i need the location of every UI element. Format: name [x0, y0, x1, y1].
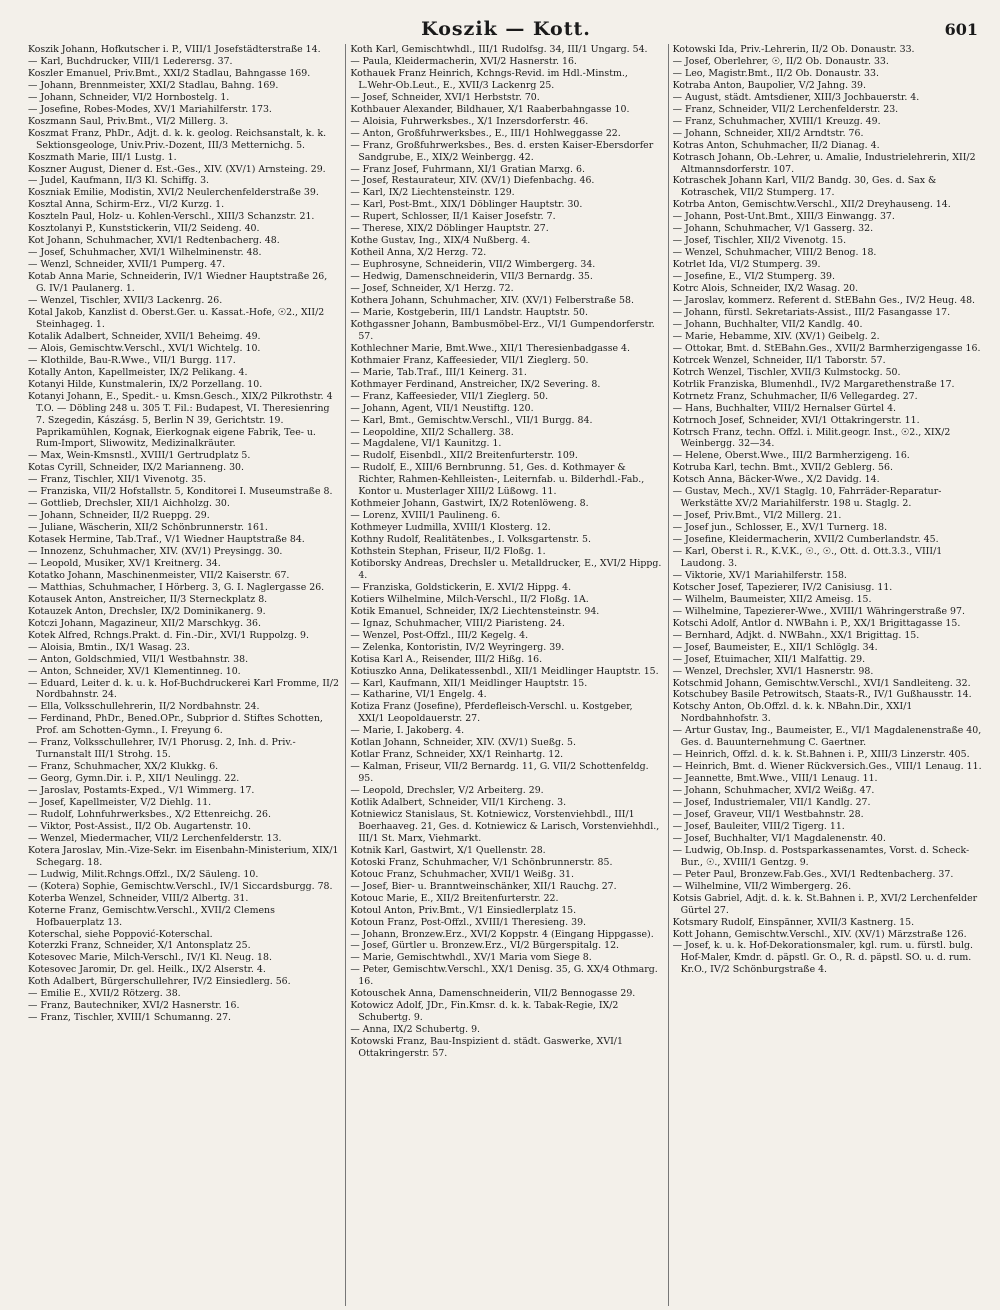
directory-entry: Kotczi Johann, Magazineur, XII/2 Marschkyg. 36. [28, 617, 261, 629]
directory-entry: — Josef, Kapellmeister, V/2 Diehlg. 11. [28, 797, 212, 809]
directory-entry: — Eduard, Leiter d. k. u. k. Hof-Buchdruckerei Karl Fromme, II/2 Nordbahnstr. 24. [28, 677, 339, 701]
directory-entry: Kothmayer Ferdinand, Anstreicher, IX/2 Severing. 8. [350, 378, 601, 390]
directory-entry: Kothe Gustav, Ing., XIX/4 Nußberg. 4. [350, 235, 531, 247]
directory-entry: Kotrnetz Franz, Schuhmacher, II/6 Vellegardeg. 27. [672, 390, 918, 402]
directory-entry: Koth Karl, Gemischtwhdl., III/1 Rudolfsg. 34, III/1 Ungarg. 54. [350, 44, 648, 55]
directory-entry: — Franz, Volksschullehrer, IV/1 Phorusg. 2, Inh. d. Priv.-Turnanstalt III/1 Strohg. 15. [28, 737, 296, 761]
page-header [28, 14, 984, 44]
directory-entry: Kotauzek Anton, Drechsler, IX/2 Dominikanerg. 9. [28, 605, 266, 617]
directory-entry: Kotanyi Hilde, Kunstmalerin, IX/2 Porzellang. 10. [28, 378, 263, 390]
directory-entry: — Josef, Schuhmacher, XVI/1 Wilhelminenstr. 48. [28, 247, 262, 259]
directory-entry: Kotschi Adolf, Antlor d. NWBahn i. P., XX/1 Brigittagasse 15. [672, 617, 961, 629]
directory-entry: — Josefine, Kleidermacherin, XVII/2 Cumberlandstr. 45. [672, 534, 939, 546]
directory-entry: — Johann, Bronzew.Erz., XVI/2 Koppstr. 4 (Eingang Hippgasse). [350, 928, 654, 940]
directory-entry: — Emilie E., XVII/2 Rötzerg. 38. [28, 988, 181, 1000]
directory-entry: Kotanyi Johann, E., Spedit.- u. Kmsn.Gesch., XIX/2 Pilkrothstr. 4 T.O. — Döbling 248 u. 305 T. Fil.: Budapest, VI. Theresienring 7. Szegedin, Kászásg. 5, Berlin N 39, Gerichtstr. 19. Paprikamühlen, Kognak, Eierkognak eigene Fabrik, Tee- u. Rum-Import, Sliwowitz, Medizinalkräuter. [28, 390, 333, 450]
directory-entry: Kotscher Josef, Tapezierer, IV/2 Canisiusg. 11. [672, 581, 893, 593]
directory-entry: — Josef, Oberlehrer, ☉, II/2 Ob. Donaustr. 33. [672, 55, 889, 67]
directory-entry: — Aloisia, Bmtin., IX/1 Wasag. 23. [28, 641, 190, 653]
directory-entry: Kothbauer Alexander, Bildhauer, X/1 Raaberbahngasse 10. [350, 103, 630, 115]
directory-entry: — Wenzel, Drechsler, XVI/1 Hasnerstr. 98. [672, 665, 874, 677]
directory-entry: Kotek Alfred, Rchngs.Prakt. d. Fin.-Dir., XVI/1 Ruppolzg. 9. [28, 629, 309, 641]
directory-entry: Kothgassner Johann, Bambusmöbel-Erz., VI/1 Gumpendorferstr. 57. [350, 318, 655, 342]
directory-entry: Kotalik Adalbert, Schneider, XVII/1 Beheimg. 49. [28, 330, 261, 342]
directory-entry: — Johann, Post-Unt.Bmt., XIII/3 Einwangg. 37. [672, 211, 895, 223]
directory-entry: Kotschmid Johann, Gemischtw.Verschl., XVI/1 Sandleiteng. 32. [672, 677, 971, 689]
directory-entry: Kotrch Wenzel, Tischler, XVII/3 Kulmstockg. 50. [672, 366, 901, 378]
directory-entry: Kotrcek Wenzel, Schneider, II/1 Taborstr. 57. [672, 354, 886, 366]
directory-entry: — Anton, Goldschmied, VII/1 Westbahnstr. 38. [28, 653, 249, 665]
directory-entry: — Aloisia, Fuhrwerksbes., X/1 Inzersdorferstr. 46. [350, 115, 589, 127]
directory-entry: — Marie, Gemischtwhdl., XV/1 Maria vom Siege 8. [350, 952, 592, 964]
directory-entry: Kothmeyer Ludmilla, XVIII/1 Klosterg. 12. [350, 522, 551, 534]
directory-entry: — Franziska, Goldstickerin, E. XVI/2 Hippg. 4. [350, 581, 572, 593]
directory-entry: — Josef, Etuimacher, XII/1 Malfattig. 29. [672, 653, 866, 665]
directory-entry: — Wilhelm, Baumeister, XII/2 Ameisg. 15. [672, 593, 872, 605]
directory-entry: — Marie, Kostgeberin, III/1 Landstr. Hauptstr. 50. [350, 306, 588, 318]
directory-entry: — Artur Gustav, Ing., Baumeister, E., VI/1 Magdalenenstraße 40, Ges. d. Bauunternehmung C. Gaertner. [672, 725, 982, 749]
directory-entry: — Hedwig, Damenschneiderin, VII/3 Bernardg. 35. [350, 271, 593, 283]
directory-entry: — Marie, Tab.Traf., III/1 Keinerg. 31. [350, 366, 527, 378]
directory-entry: — Viktorie, XV/1 Mariahilferstr. 158. [672, 569, 847, 581]
directory-entry: — Josefine, Robes-Modes, XV/1 Mariahilferstr. 173. [28, 103, 272, 115]
directory-entry: Koterzki Franz, Schneider, X/1 Antonsplatz 25. [28, 940, 251, 952]
directory-entry: Koterba Wenzel, Schneider, VIII/2 Albertg. 31. [28, 892, 249, 904]
directory-entry: — Karl, IX/2 Liechtensteinstr. 129. [350, 187, 515, 199]
directory-entry: Koterne Franz, Gemischtw.Verschl., XVII/2 Clemens Hofbauerplatz 13. [28, 904, 275, 928]
directory-entry: — Rupert, Schlosser, II/1 Kaiser Josefstr. 7. [350, 211, 556, 223]
directory-entry: — Ferdinand, PhDr., Bened.OPr., Subprior d. Stiftes Schotten, Prof. am Schotten-Gymn., I. Freyung 6. [28, 713, 323, 737]
directory-entry: Kotally Anton, Kapellmeister, IX/2 Pelikang. 4. [28, 366, 248, 378]
directory-entry: — Judel, Kaufmann, II/3 Kl. Schiffg. 3. [28, 175, 210, 187]
directory-entry: Kotouc Marie, E., XII/2 Breitenfurterstr. 22. [350, 892, 559, 904]
directory-entry: — Rudolf, Lohnfuhrwerksbes., X/2 Ettenreichg. 26. [28, 809, 271, 820]
directory-entry: Kotouc Franz, Schuhmacher, XVII/1 Weißg. 31. [350, 868, 574, 880]
directory-entry: — Johann, Schneider, XII/2 Arndtstr. 76. [672, 127, 864, 139]
directory-entry: Koszner August, Diener d. Est.-Ges., XIV. (XV/1) Arnsteing. 29. [28, 163, 326, 175]
directory-entry: — Karl, Post-Bmt., XIX/1 Döblinger Hauptstr. 30. [350, 199, 583, 211]
directory-entry: — Marie, Hebamme, XIV. (XV/1) Geibelg. 2. [672, 330, 880, 342]
directory-entry: — Karl, Kaufmann, XII/1 Meidlinger Hauptstr. 15. [350, 677, 588, 689]
directory-entry: — Leo, Magistr.Bmt., II/2 Ob. Donaustr. 33. [672, 67, 879, 79]
directory-entry: Kotatko Johann, Maschinenmeister, VII/2 Kaiserstr. 67. [28, 569, 290, 581]
directory-entry: Kotrba Anton, Gemischtw.Verschl., XII/2 Dreyhauseng. 14. [672, 199, 951, 211]
directory-entry: Kotera Jaroslav, Min.-Vize-Sekr. im Eisenbahn-Ministerium, XIX/1 Schegarg. 18. [28, 844, 339, 868]
directory-entry: Kotoul Anton, Priv.Bmt., V/1 Einsiedlerplatz 15. [350, 904, 577, 916]
directory-entry: — Gustav, Mech., XV/1 Staglg. 10, Fahrräder-Reparatur-Werkstätte XV/2 Mariahilferstr. 198 u. Staglg. 2. [672, 486, 942, 510]
directory-entry: — Anton, Großfuhrwerksbes., E., III/1 Hohlweggasse 22. [350, 127, 621, 139]
directory-entry: — Anna, IX/2 Schubertg. 9. [350, 1024, 481, 1036]
directory-entry: — Johann, Schneider, II/2 Rueppg. 29. [28, 510, 210, 522]
directory-entry: — Ottokar, Bmt. d. StEBahn.Ges., XVII/2 Barmherzigengasse 16. [672, 342, 981, 354]
directory-entry: Kotouschek Anna, Damenschneiderin, VII/2 Bennogasse 29. [350, 988, 636, 1000]
directory-entry: Kotik Emanuel, Schneider, IX/2 Liechtensteinstr. 94. [350, 605, 600, 617]
directory-entry: — Karl, Buchdrucker, VIII/1 Lederersg. 37. [28, 55, 233, 67]
directory-entry: Kotrnoch Josef, Schneider, XVI/1 Ottakringerstr. 11. [672, 414, 920, 426]
directory-entry: Koszik Johann, Hofkutscher i. P., VIII/1 Josefstädterstraße 14. [28, 44, 321, 55]
directory-entry: — Lorenz, XVIII/1 Paulineng. 6. [350, 510, 501, 522]
directory-entry: Kotesovec Jaromir, Dr. gel. Heilk., IX/2 Alserstr. 4. [28, 964, 266, 976]
directory-entry: Kotsmary Rudolf, Einspänner, XVII/3 Kastnerg. 15. [672, 916, 915, 928]
directory-entry: — Anton, Schneider, XV/1 Klementinneg. 10. [28, 665, 241, 677]
directory-entry: — Josef, Tischler, XII/2 Vivenotg. 15. [672, 235, 847, 247]
directory-entry: Kotheil Anna, X/2 Herzg. 72. [350, 247, 487, 259]
directory-entry: — Franziska, VII/2 Hofstallstr. 5, Konditorei I. Museumstraße 8. [28, 486, 333, 498]
directory-entry: Kotal Jakob, Kanzlist d. Oberst.Ger. u. Kassat.-Hofe, ☉2., XII/2 Steinhageg. 1. [28, 306, 325, 330]
directory-entry: — Ludwig, Ob.Insp. d. Postsparkassenamtes, Vorst. d. Scheck-Bur., ☉., XVIII/1 Gentzg. 9. [672, 844, 970, 868]
directory-entry: — Franz, Schuhmacher, XVIII/1 Kreuzg. 49. [672, 115, 881, 127]
directory-entry: — Josef, Graveur, VII/1 Westbahnstr. 28. [672, 809, 864, 820]
directory-entry: — Johann, Brennmeister, XXI/2 Stadlau, Bahng. 169. [28, 79, 279, 91]
directory-entry: — Alois, Gemischtw.Verschl., XVI/1 Wichtelg. 10. [28, 342, 261, 354]
directory-entry: — Josefine, E., VI/2 Stumperg. 39. [672, 271, 835, 283]
directory-entry: — Johann, Buchhalter, VII/2 Kandlg. 40. [672, 318, 863, 330]
directory-entry: Kotowski Ida, Priv.-Lehrerin, II/2 Ob. Donaustr. 33. [672, 44, 915, 55]
column-2 [345, 44, 661, 1306]
directory-entry: — Franz, Schneider, VII/2 Lerchenfelderstr. 23. [672, 103, 899, 115]
directory-entry: — Klothilde, Bau-R.Wwe., VII/1 Burgg. 117. [28, 354, 236, 366]
directory-entry: Kotasek Hermine, Tab.Traf., V/1 Wiedner Hauptstraße 84. [28, 534, 305, 546]
directory-entry: — Kalman, Friseur, VII/2 Bernardg. 11, G. VII/2 Schottenfeldg. 95. [350, 761, 649, 785]
directory-entry: — Katharine, VI/1 Engelg. 4. [350, 689, 487, 701]
directory-entry: — Jeannette, Bmt.Wwe., VIII/1 Lenaug. 11. [672, 773, 878, 785]
directory-entry: Kotschy Anton, Ob.Offzl. d. k. k. NBahn.Dir., XXI/1 Nordbahnhofstr. 3. [672, 701, 913, 725]
directory-entry: — Franz Josef, Fuhrmann, XI/1 Gratian Marxg. 6. [350, 163, 585, 175]
page-number: 601 [944, 20, 978, 39]
directory-entry: — Innozenz, Schuhmacher, XIV. (XV/1) Preysingg. 30. [28, 546, 283, 558]
directory-entry: Kotniewicz Stanislaus, St. Kotniewicz, Vorstenviehbdl., III/1 Boerhaaveg. 21, Ges. d. Kotniewicz & Larisch, Vorstenviehhdl., III/1 St. Marx, Viehmarkt. [350, 809, 660, 844]
directory-entry: — Heinrich, Bmt. d. Wiener Rückversich.Ges., VIII/1 Lenaug. 11. [672, 761, 982, 773]
directory-entry: — Franz, Schuhmacher, XX/2 Klukkg. 6. [28, 761, 219, 773]
directory-entry: Kotlan Johann, Schneider, XIV. (XV/1) Sueßg. 5. [350, 737, 576, 749]
directory-entry: — Johann, Schuhmacher, XVI/2 Weißg. 47. [672, 785, 875, 797]
directory-entry: Kotiborsky Andreas, Drechsler u. Metalldrucker, E., XVI/2 Hippg. 4. [350, 557, 662, 581]
directory-entry: — Josef, Baumeister, E., XII/1 Schlöglg. 34. [672, 641, 878, 653]
directory-entry: Kotschubey Basile Petrowitsch, Staats-R., IV/1 Gußhausstr. 14. [672, 689, 972, 701]
running-title: Koszik — Kott. [421, 18, 591, 40]
directory-entry: — Josef, Schneider, X/1 Herzg. 72. [350, 283, 514, 295]
directory-entry: — Marie, I. Jakoberg. 4. [350, 725, 465, 737]
directory-entry: — Gottlieb, Drechsler, XII/1 Aichholzg. 30. [28, 498, 230, 510]
directory-entry: — Ella, Volksschullehrerin, II/2 Nordbahnstr. 24. [28, 701, 260, 713]
directory-entry: — Jaroslav, Postamts-Exped., V/1 Wimmerg. 17. [28, 785, 255, 797]
directory-entry: Kothlechner Marie, Bmt.Wwe., XII/1 Theresienbadgasse 4. [350, 342, 630, 354]
directory-entry: Kothstein Stephan, Friseur, II/2 Floßg. 1. [350, 546, 546, 558]
directory-entry: — Johann, fürstl. Sekretariats-Assist., III/2 Fasangasse 17. [672, 306, 951, 318]
directory-entry: Kotrc Alois, Schneider, IX/2 Wasag. 20. [672, 283, 859, 295]
directory-entry: — Wenzel, Tischler, XVII/3 Lackenrg. 26. [28, 295, 223, 307]
directory-entry: — Ludwig, Milit.Rchngs.Offzl., IX/2 Säuleng. 10. [28, 868, 259, 880]
directory-entry: Kothmeier Johann, Gastwirt, IX/2 Rotenlöweng. 8. [350, 498, 589, 510]
directory-entry: — Georg, Gymn.Dir. i. P., XII/1 Neulingg. 22. [28, 773, 240, 785]
directory-entry: — Josef, Restaurateur, XIV. (XV/1) Diefenbachg. 46. [350, 175, 595, 187]
directory-entry: — Ignaz, Schuhmacher, VIII/2 Piaristeng. 24. [350, 617, 565, 629]
directory-entry: Kotab Anna Marie, Schneiderin, IV/1 Wiedner Hauptstraße 26, G. IV/1 Paulanerg. 1. [28, 271, 328, 295]
directory-entry: Kosztal Anna, Schirm-Erz., VI/2 Kurzg. 1. [28, 199, 225, 211]
directory-entry: — Josef, Industriemaler, VII/1 Kandlg. 27. [672, 797, 871, 809]
directory-entry: Kothmaier Franz, Kaffeesieder, VII/1 Zieglerg. 50. [350, 354, 589, 366]
directory-entry: — Peter Paul, Bronzew.Fab.Ges., XVI/1 Redtenbacherg. 37. [672, 868, 954, 880]
directory-entry: — Johann, Agent, VII/1 Neustiftg. 120. [350, 402, 534, 414]
directory-entry: Kotruba Karl, techn. Bmt., XVII/2 Geblerg. 56. [672, 462, 893, 474]
directory-entry: Kotras Anton, Schuhmacher, II/2 Dianag. 4. [672, 139, 880, 151]
directory-entry: — Josef, Bauleiter, VIII/2 Tigerg. 11. [672, 820, 845, 832]
directory-entry: — Josef, k. u. k. Hof-Dekorationsmaler, kgl. rum. u. fürstl. bulg. Hof-Maler, Kmdr. d. päpstl. Gr. O., R. d. päpstl. SO. u. d. rum. Kr.O., IV/2 Schönburgstraße 4. [672, 940, 973, 976]
directory-entry: Kotrlik Franziska, Blumenhdl., IV/2 Margarethenstraße 17. [672, 378, 955, 390]
directory-entry: — (Kotera) Sophie, Gemischtw.Verschl., IV/1 Siccardsburgg. 78. [28, 880, 333, 892]
directory-entry: Kotsch Anna, Bäcker-Wwe., X/2 Davidg. 14. [672, 474, 880, 486]
directory-entry: — Franz, Bautechniker, XVI/2 Hasnerstr. 16. [28, 1000, 240, 1012]
directory-entry: Kotas Cyrill, Schneider, IX/2 Marianneng. 30. [28, 462, 244, 474]
directory-entry: Kotowski Franz, Bau-Inspizient d. städt. Gaswerke, XVI/1 Ottakringerstr. 57. [350, 1036, 623, 1060]
directory-entry: — Hans, Buchhalter, VIII/2 Hernalser Gürtel 4. [672, 402, 897, 414]
directory-entry: — Therese, XIX/2 Döblinger Hauptstr. 27. [350, 223, 549, 235]
directory-entry: Kotrsch Franz, techn. Offzl. i. Milit.geogr. Inst., ☉2., XIX/2 Weinbergg. 32—34. [672, 426, 951, 450]
directory-entry: — Josef, Priv.Bmt., VI/2 Millerg. 21. [672, 510, 842, 522]
directory-entry: Koth Adalbert, Bürgerschullehrer, IV/2 Einsiedlerg. 56. [28, 976, 291, 988]
directory-entry: — Josef, Gürtler u. Bronzew.Erz., VI/2 Bürgerspitalg. 12. [350, 940, 620, 952]
directory-entry: — Josef, Buchhalter, VI/1 Magdalenenstr. 40. [672, 832, 886, 844]
directory-entry: Kotiers Wilhelmine, Milch-Verschl., II/2 Floßg. 1A. [350, 593, 589, 605]
directory-entry: — Jaroslav, kommerz. Referent d. StEBahn Ges., IV/2 Heug. 48. [672, 295, 976, 307]
directory-entry: — Karl, Oberst i. R., K.V.K., ☉., ☉., Ott. d. Ott.3.3., VIII/1 Laudong. 3. [672, 546, 943, 569]
directory-entry: — Wilhelmine, Tapezierer-Wwe., XVIII/1 Währingerstraße 97. [672, 605, 965, 617]
directory-entry: — Leopold, Musiker, XV/1 Kreitnerg. 34. [28, 557, 221, 569]
directory-entry: Koszniak Emilie, Modistin, XVI/2 Neulerchenfelderstraße 39. [28, 187, 319, 199]
directory-entry: Kotrasch Johann, Ob.-Lehrer, u. Amalie, Industrielehrerin, XII/2 Altmannsdorferstr. 107. [672, 151, 976, 175]
directory-entry: — Josef jun., Schlosser, E., XV/1 Turnerg. 18. [672, 522, 888, 534]
directory-entry: — Viktor, Post-Assist., II/2 Ob. Augartenstr. 10. [28, 820, 251, 832]
directory-entry: Kotisa Karl A., Reisender, III/2 Hißg. 16. [350, 653, 543, 665]
directory-entry: Kothny Rudolf, Realitätenbes., I. Volksgartenstr. 5. [350, 534, 591, 546]
column-3 [668, 44, 984, 1306]
directory-entry: — Wenzel, Schuhmacher, VIII/2 Benog. 18. [672, 247, 877, 259]
directory-entry: — Rudolf, Eisenbdl., XII/2 Breitenfurterstr. 109. [350, 450, 578, 462]
directory-entry: — Karl, Bmt., Gemischtw.Verschl., VII/1 Burgg. 84. [350, 414, 593, 426]
directory-entry: — Leopold, Drechsler, V/2 Arbeiterg. 29. [350, 785, 544, 797]
directory-entry: Kothauek Franz Heinrich, Kchngs-Revid. im Hdl.-Minstm., L.Wehr-Ob.Leut., E., XVII/3 Lackenrg 25. [350, 67, 628, 91]
directory-entry: — Zelenka, Kontoristin, IV/2 Weyringerg. 39. [350, 641, 565, 653]
directory-entry: — Franz, Großfuhrwerksbes., Bes. d. ersten Kaiser-Ebersdorfer Sandgrube, E., XIX/2 Weinbergg. 42. [350, 139, 654, 163]
directory-entry: Kotlar Franz, Schneider, XX/1 Reinhartg. 12. [350, 749, 564, 761]
directory-entry: Koszteln Paul, Holz- u. Kohlen-Verschl., XIII/3 Schanzstr. 21. [28, 211, 315, 223]
directory-entry: — Franz, Kaffeesieder, VII/1 Zieglerg. 50. [350, 390, 549, 402]
directory-entry: — Josef, Bier- u. Branntweinschänker, XII/1 Rauchg. 27. [350, 880, 617, 892]
directory-entry: — Wenzl, Schneider, XVII/1 Pumperg. 47. [28, 259, 226, 271]
directory-entry: Koszmath Marie, III/1 Lustg. 1. [28, 151, 177, 163]
directory-entry: — Paula, Kleidermacherin, XVI/2 Hasnerstr. 16. [350, 55, 577, 67]
directory-entry: — Helene, Oberst.Wwe., III/2 Barmherzigeng. 16. [672, 450, 910, 462]
directory-entry: Kotiuszko Anna, Delikatessenbdl., XII/1 Meidlinger Hauptstr. 15. [350, 665, 659, 677]
directory-entry: — Magdalene, VI/1 Kaunitzg. 1. [350, 438, 502, 450]
directory-entry: — Peter, Gemischtw.Verschl., XX/1 Denisg. 35, G. XX/4 Othmarg. 16. [350, 964, 658, 988]
directory-entry: Kotsis Gabriel, Adjt. d. k. k. St.Bahnen i. P., XVI/2 Lerchenfelder Gürtel 27. [672, 892, 978, 916]
directory-entry: — Juliane, Wäscherin, XII/2 Schönbrunnerstr. 161. [28, 522, 268, 534]
directory-entry: Kotesovec Marie, Milch-Verschl., IV/1 Kl. Neug. 18. [28, 952, 272, 964]
directory-entry: Kotoski Franz, Schuhmacher, V/1 Schönbrunnerstr. 85. [350, 856, 613, 868]
directory-entry: — Max, Wein-Kmsnstl., XVIII/1 Gertrudplatz 5. [28, 450, 251, 462]
directory-entry: Koszmann Saul, Priv.Bmt., VI/2 Millerg. 3. [28, 115, 229, 127]
directory-entry: — Franz, Tischler, XVIII/1 Schumanng. 27. [28, 1012, 232, 1024]
directory-entry: Kotoun Franz, Post-Offzl., XVIII/1 Theresieng. 39. [350, 916, 587, 928]
directory-entry: Kothera Johann, Schuhmacher, XIV. (XV/1) Felberstraße 58. [350, 295, 634, 307]
directory-entry: — Johann, Schneider, VI/2 Hornbostelg. 1. [28, 91, 230, 103]
directory-entry: — Leopoldine, XII/2 Schallerg. 38. [350, 426, 514, 438]
directory-entry: Kotausek Anton, Anstreicher, II/3 Sterneckplatz 8. [28, 593, 268, 605]
directory-entry: — Bernhard, Adjkt. d. NWBahn., XX/1 Brigittag. 15. [672, 629, 920, 641]
directory-entry: — Josef, Schneider, XVI/1 Herbststr. 70. [350, 91, 540, 103]
directory-entry: — Wenzel, Post-Offzl., III/2 Kegelg. 4. [350, 629, 529, 641]
directory-entry: Kotiza Franz (Josefine), Pferdefleisch-Verschl. u. Kostgeber, XXI/1 Leopoldauerstr. 27. [350, 701, 633, 725]
directory-entry: Kotrlet Ida, VI/2 Stumperg. 39. [672, 259, 821, 271]
directory-entry: Kotowicz Adolf, JDr., Fin.Kmsr. d. k. k. Tabak-Regie, IX/2 Schubertg. 9. [350, 1000, 619, 1024]
directory-entry: — Franz, Tischler, XII/1 Vivenotg. 35. [28, 474, 207, 486]
directory-entry: Kotlik Adalbert, Schneider, VII/1 Kircheng. 3. [350, 797, 567, 809]
directory-entry: — Wilhelmine, VII/2 Wimbergerg. 26. [672, 880, 852, 892]
directory-entry: Koszmat Franz, PhDr., Adjt. d. k. k. geolog. Reichsanstalt, k. k. Sektionsgeologe, Univ.Priv.-Dozent, III/3 Metternichg. 5. [28, 127, 327, 151]
directory-entry: — August, städt. Amtsdiener, XIII/3 Jochbauerstr. 4. [672, 91, 920, 103]
column-1 [28, 44, 339, 1306]
directory-entry: — Euphrosyne, Schneiderin, VII/2 Wimbergerg. 34. [350, 259, 596, 271]
directory-entry: Kosztolanyi P., Kunststickerin, VII/2 Seideng. 40. [28, 223, 260, 235]
directory-entry: — Wenzel, Miedermacher, VII/2 Lerchenfelderstr. 13. [28, 832, 282, 844]
directory-entry: — Johann, Schuhmacher, V/1 Gasserg. 32. [672, 223, 874, 235]
directory-entry: Kotraschek Johann Karl, VII/2 Bandg. 30, Ges. d. Sax & Kotraschek, VII/2 Stumperg. 17. [672, 175, 937, 199]
directory-entry: Kotnik Karl, Gastwirt, X/1 Quellenstr. 28. [350, 844, 546, 856]
directory-entry: Kotraba Anton, Baupolier, V/2 Jahng. 39. [672, 79, 866, 91]
directory-entry: — Matthias, Schuhmacher, I Hörberg. 3, G. I. Naglergasse 26. [28, 581, 325, 593]
directory-entry: — Heinrich, Offzl. d. k. k. St.Bahnen i. P., XIII/3 Linzerstr. 405. [672, 749, 970, 761]
columns [28, 44, 984, 1306]
directory-entry: Koterschal, siehe Poppović-Koterschal. [28, 928, 213, 940]
directory-entry: Kott Johann, Gemischtw.Verschl., XIV. (XV/1) Märzstraße 126. [672, 928, 967, 940]
directory-entry: — Rudolf, E., XIII/6 Bernbrunng. 51, Ges. d. Kothmayer & Richter, Rahmen-Kehlleisten-, Leiternfab. u. Bilderhdl.-Fab., Kontor u. Musterlager XIII/2 Lüßowg. 11. [350, 462, 645, 498]
directory-entry: Kot Johann, Schuhmacher, XVI/1 Redtenbacherg. 48. [28, 235, 280, 247]
directory-entry: Koszler Emanuel, Priv.Bmt., XXI/2 Stadlau, Bahngasse 169. [28, 67, 311, 79]
